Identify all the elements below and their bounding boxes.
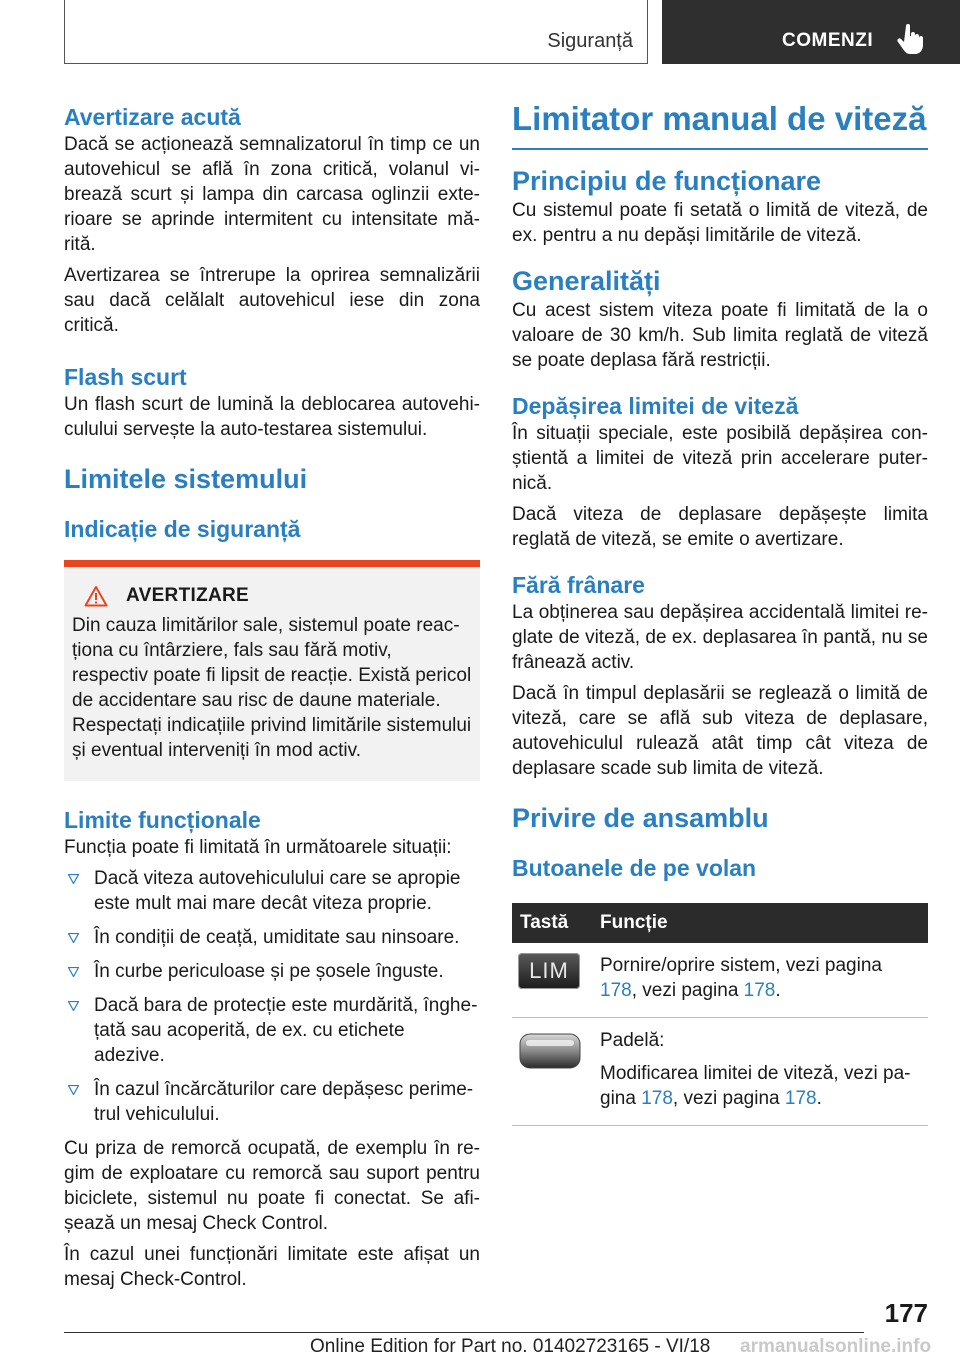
table-header-key: Tastă <box>512 903 592 943</box>
key-cell <box>512 943 592 1018</box>
footer-edition: Online Edition for Part no. 01402723165 - VI/18 <box>310 1336 711 1357</box>
heading-safety-note: Indicație de siguranță <box>64 516 301 542</box>
page-number: 177 <box>884 1298 928 1328</box>
page-link[interactable]: 178 <box>784 1088 817 1109</box>
pointing-hand-icon <box>896 24 924 54</box>
function-text: . <box>775 980 781 1001</box>
page-link[interactable]: 178 <box>641 1088 673 1109</box>
list-item-text: În condiții de ceață, umiditate sau ninsoare. <box>94 927 460 948</box>
footer-watermark: armanualsonline.info <box>740 1336 932 1357</box>
paragraph-general: Cu acest sistem viteza poate fi limitată de la o valoare de 30 km/h. Sub limita reglată de viteză se poate deplasa fără restricții. <box>512 300 928 371</box>
footer-rule <box>64 1332 864 1333</box>
function-title: Padelă: <box>600 1030 665 1051</box>
key-cell <box>512 1018 592 1126</box>
paragraph-exceed-limit-2: Dacă viteza de deplasare depășește limita reglată de viteză, se emite o avertizare. <box>512 504 928 550</box>
function-text: . <box>816 1088 822 1109</box>
heading-steering-buttons: Butoanele de pe volan <box>512 855 757 881</box>
heading-system-limits: Limitele sistemului <box>64 464 308 494</box>
bullet-triangle-icon <box>68 967 79 977</box>
header-section-box <box>64 0 648 64</box>
paragraph-acute-warning: Dacă se acționează semnalizatorul în timp ce un autovehicul se află în zona critică, volanul vibrează scurt și lampa din carcasa oglinzii exterioare se aprinde intermitent cu intensitate mărită. <box>64 134 480 255</box>
bullet-triangle-icon <box>68 933 79 943</box>
buttons-table <box>512 903 928 1126</box>
paragraph-principle: Cu sistemul poate fi setată o limită de viteză, de ex. pentru a nu depăși limitările de viteză. <box>512 200 928 246</box>
warning-box <box>64 567 480 781</box>
function-text: , vezi pagina <box>672 1088 785 1109</box>
bullet-triangle-icon <box>68 1085 79 1095</box>
heading-general: Generalități <box>512 266 661 296</box>
page-link[interactable]: 178 <box>600 980 632 1001</box>
header-tab-label: COMENZI <box>782 30 874 51</box>
header-section-title: Siguranță <box>547 30 633 52</box>
page-title: Limitator manual de viteză <box>512 100 927 137</box>
function-text: Modificarea limitei de viteză, vezi pagina <box>600 1063 911 1109</box>
table-header-function: Funcție <box>592 903 928 943</box>
functional-limits-list <box>64 866 480 1127</box>
list-item <box>64 866 480 916</box>
header-tab-commands[interactable] <box>662 0 960 64</box>
paragraph-limited-function: În cazul unei funcționări limitate este afișat un mesaj Check-Control. <box>64 1244 480 1290</box>
paragraph-functional-limits: Funcția poate fi limitată în următoarele situații: <box>64 837 452 858</box>
heading-short-flash: Flash scurt <box>64 364 187 390</box>
warning-title-row <box>72 585 472 607</box>
warning-text: Din cauza limitărilor sale, sistemul poate reacționa cu întârziere, fals sau fără motiv, respectiv poate fi lipsit de reacție. Există pericol de accidentare sau risc de daune materiale. Respectați indicațiile privind limitările sistemului și eventual interveniți în mod activ. <box>72 615 472 761</box>
paragraph-exceed-limit: În situații speciale, este posibilă depășirea conștientă a limitei de viteză prin accelerare puternică. <box>512 423 928 494</box>
list-item <box>64 925 480 950</box>
heading-functional-limits: Limite funcționale <box>64 807 261 833</box>
lim-button-icon: LIM <box>518 953 580 989</box>
list-item <box>64 993 480 1068</box>
function-cell <box>592 1018 928 1126</box>
bullet-triangle-icon <box>68 874 79 884</box>
table-row <box>512 1018 928 1126</box>
heading-exceed-limit: Depășirea limitei de viteză <box>512 393 799 419</box>
bullet-triangle-icon <box>68 1001 79 1011</box>
list-item <box>64 1077 480 1127</box>
left-column <box>64 98 480 1298</box>
page-link[interactable]: 178 <box>743 980 776 1001</box>
function-text: , vezi pagina <box>631 980 744 1001</box>
list-item <box>64 959 480 984</box>
list-item-text: Dacă bara de protecție este murdărită, înghețată sau acoperită, de ex. cu etichete adezive. <box>94 995 478 1066</box>
heading-principle: Principiu de funcționare <box>512 166 822 196</box>
warning-bar <box>64 560 480 567</box>
table-row <box>512 943 928 1018</box>
warning-triangle-icon <box>84 585 108 607</box>
function-cell <box>592 943 928 1018</box>
paddle-button-icon <box>518 1028 582 1074</box>
heading-acute-warning: Avertizare acută <box>64 104 241 130</box>
paragraph-trailer: Cu priza de remorcă ocupată, de exemplu în regim de exploatare cu remorcă sau suport pentru biciclete, sistemul nu poate fi conectat. Se afișează un mesaj Check Control. <box>64 1138 480 1234</box>
paragraph-short-flash: Un flash scurt de lumină la deblocarea autovehiculului servește la auto-testarea sistemului. <box>64 394 480 440</box>
function-text: Pornire/oprire sistem, vezi pagina <box>600 955 882 976</box>
list-item-text: Dacă viteza autovehiculului care se apropie este mult mai mare decât viteza proprie. <box>94 868 461 914</box>
heading-overview: Privire de ansamblu <box>512 803 769 833</box>
paragraph-no-braking-2: Dacă în timpul deplasării se reglează o limită de viteză, care se află sub viteza de deplasare, autovehiculul rulează atât timp cât viteza de deplasare scade sub limita de viteză. <box>512 683 928 779</box>
paragraph-acute-warning-2: Avertizarea se întrerupe la oprirea semnalizării sau dacă celălalt autovehicul iese din zona critică. <box>64 265 480 336</box>
paragraph-no-braking: La obținerea sau depășirea accidentală limitei reglate de viteză, de ex. deplasarea în pantă, nu se frânează activ. <box>512 602 928 673</box>
list-item-text: În curbe periculoase și pe șosele înguste. <box>94 961 444 982</box>
right-column <box>512 98 928 1126</box>
heading-no-braking: Fără frânare <box>512 572 645 598</box>
warning-title: AVERTIZARE <box>126 585 249 606</box>
list-item-text: În cazul încărcăturilor care depășesc perimetrul vehiculului. <box>94 1079 474 1125</box>
